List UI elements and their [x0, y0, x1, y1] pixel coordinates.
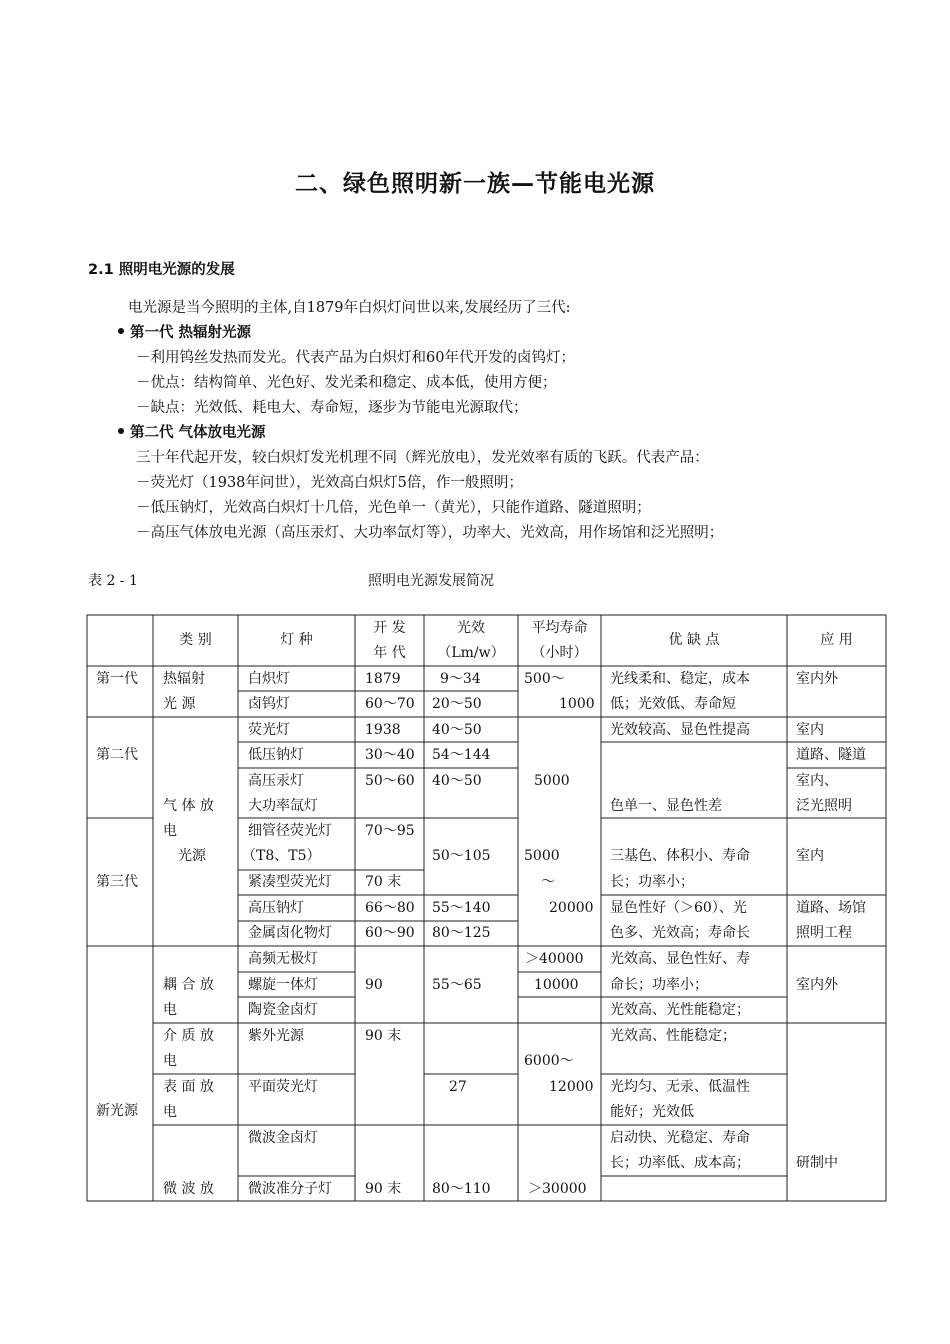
header-lamp: 灯 种 [280, 632, 313, 648]
table-cell: 新光源 [96, 1103, 138, 1119]
header-dev-year: 年 代 [373, 645, 406, 661]
table-cell: 细管径荧光灯 [248, 823, 332, 839]
header-category: 类 别 [179, 632, 212, 648]
table-cell: 高压钠灯 [248, 900, 304, 916]
table-cell: 电 [163, 1053, 177, 1069]
table-cell: 54～144 [432, 747, 491, 763]
table-cell: 陶瓷金卤灯 [248, 1002, 318, 1018]
table-cell: 光效高、光性能稳定； [610, 1002, 750, 1018]
table-cell: 气 体 放 [163, 798, 214, 814]
table-cell: 微波准分子灯 [248, 1181, 332, 1197]
table-cell: 1938 [365, 722, 401, 738]
table-cell: 70 末 [365, 874, 402, 890]
table-cell: 电 [163, 1002, 177, 1018]
table-cell: 90 末 [365, 1028, 402, 1044]
table-cell: 55～140 [432, 900, 491, 916]
table-cell: 命长；功率小； [610, 977, 708, 993]
table-cell: 白炽灯 [248, 671, 290, 687]
table-cell: 长；功率低、成本高； [610, 1155, 750, 1171]
table-cell: 微波金卤灯 [248, 1130, 318, 1146]
header-life: （小时） [531, 645, 588, 661]
table-cell: 螺旋一体灯 [248, 977, 318, 993]
table-cell: 5000 [524, 848, 560, 864]
table-cell: 40～50 [432, 773, 482, 789]
intro-paragraph: 电光源是当今照明的主体,自1879年白炽灯问世以来,发展经历了三代: [128, 300, 571, 316]
table-cell: 耦 合 放 [163, 977, 214, 993]
table-cell: 照明工程 [796, 925, 852, 941]
table-cell: 表 面 放 [163, 1079, 214, 1095]
table-cell: 微 波 放 [163, 1181, 214, 1197]
table-cell: 1879 [365, 671, 401, 687]
table-cell: 20000 [549, 900, 594, 916]
header-pros-cons: 优 缺 点 [668, 632, 720, 648]
header-dev-year: 开 发 [373, 620, 406, 636]
table-cell: 66～80 [365, 900, 415, 916]
table-cell: 90 [365, 977, 383, 993]
table-cell: 40～50 [432, 722, 482, 738]
table-cell: ＞30000 [528, 1181, 587, 1197]
table-cell: 55～65 [432, 977, 482, 993]
table-cell: 50～105 [432, 848, 491, 864]
table-cell: 9～34 [440, 671, 481, 687]
table-cell: 第三代 [96, 874, 138, 890]
table-cell: 90 末 [365, 1181, 402, 1197]
table-cell: 27 [449, 1079, 467, 1095]
table-cell: 室内、 [796, 773, 838, 789]
table-cell: 光线柔和、稳定，成本 [610, 671, 750, 687]
table-cell: 启动快、光稳定、寿命 [610, 1130, 750, 1146]
table-cell: 光 源 [163, 696, 196, 712]
table-cell: 500～ [524, 671, 565, 687]
table-cell: 道路、场馆 [796, 900, 866, 916]
table-cell: 卤钨灯 [248, 696, 290, 712]
table-cell: 1000 [559, 696, 595, 712]
gen1-heading-text: 第一代 热辐射光源 [130, 325, 252, 341]
table-cell: 50～60 [365, 773, 415, 789]
table-cell: 12000 [549, 1079, 594, 1095]
table-cell: 80～110 [432, 1181, 491, 1197]
page-title: 二、绿色照明新一族—节能电光源 [295, 171, 655, 197]
table-cell: 30～40 [365, 747, 415, 763]
table-cell: 高压汞灯 [248, 773, 304, 789]
table-cell: 金属卤化物灯 [248, 925, 332, 941]
table-cell: ～ [541, 874, 555, 890]
table-title: 照明电光源发展简况 [368, 573, 494, 589]
gen1-line: －缺点：光效低、耗电大、寿命短，逐步为节能电光源取代； [136, 400, 528, 416]
table-cell: 色多、光效高；寿命长 [610, 925, 750, 941]
table-cell: 第一代 [96, 671, 138, 687]
table-cell: 紫外光源 [248, 1028, 304, 1044]
table-cell: ＞40000 [525, 951, 584, 967]
table-cell: 10000 [534, 977, 579, 993]
table-cell: 低压钠灯 [248, 747, 304, 763]
table-cell: 光效较高、显色性提高 [610, 722, 750, 738]
table-cell: 光效高、显色性好、寿 [610, 951, 750, 967]
table-cell: 低；光效低、寿命短 [610, 696, 736, 712]
table-cell: 室内外 [796, 671, 838, 687]
table-cell: 室内外 [796, 977, 838, 993]
table-cell: 研制中 [796, 1155, 838, 1171]
header-efficacy: 光效 [457, 620, 485, 636]
table-cell: 光效高、性能稳定； [610, 1028, 736, 1044]
table-cell: 热辐射 [163, 671, 205, 687]
header-life: 平均寿命 [531, 620, 588, 636]
table-cell: 6000～ [524, 1053, 574, 1069]
table-cell: 室内 [796, 722, 824, 738]
table-cell: 平面荧光灯 [248, 1079, 318, 1095]
table-cell: 电 [163, 823, 177, 839]
table-cell: 80～125 [432, 925, 491, 941]
table-cell: 大功率氙灯 [248, 798, 318, 814]
header-application: 应 用 [820, 632, 853, 648]
gen2-heading-text: 第二代 气体放电光源 [130, 425, 266, 441]
header-efficacy: （Lm/w） [437, 645, 505, 661]
gen1-line: －利用钨丝发热而发光。代表产品为白炽灯和60年代开发的卤钨灯； [136, 350, 575, 366]
table-cell: 光均匀、无汞、低温性 [610, 1079, 750, 1095]
gen1-line: －优点：结构简单、光色好、发光柔和稳定、成本低，使用方便； [136, 375, 557, 391]
table-cell: 20～50 [432, 696, 482, 712]
table-cell: 室内 [796, 848, 824, 864]
table-cell: 70～95 [365, 823, 415, 839]
gen2-line: －高压气体放电光源（高压汞灯、大功率氙灯等），功率大、光效高，用作场馆和泛光照明； [136, 525, 724, 541]
table-cell: 60～90 [365, 925, 415, 941]
table-cell: 5000 [534, 773, 570, 789]
table-cell: 色单一、显色性差 [610, 798, 722, 814]
table-cell: 荧光灯 [248, 722, 290, 738]
table-cell: 道路、隧道 [796, 747, 866, 763]
table-cell: （T8、T5） [242, 848, 321, 864]
gen2-line: －荧光灯（1938年问世），光效高白炽灯5倍，作一般照明； [136, 475, 523, 491]
table-cell: 紧凑型荧光灯 [248, 874, 332, 890]
table-cell: 第二代 [96, 747, 138, 763]
table-cell: 电 [163, 1104, 177, 1120]
section-heading: 2.1 照明电光源的发展 [88, 262, 235, 278]
table-label: 表 2 - 1 [88, 573, 138, 589]
table-cell: 三基色、体积小、寿命 [610, 848, 750, 864]
table-cell: 长；功率小； [610, 874, 694, 890]
table-cell: 泛光照明 [796, 798, 852, 814]
table-cell: 能好；光效低 [610, 1104, 694, 1120]
gen2-line: －低压钠灯，光效高白炽灯十几倍，光色单一（黄光），只能作道路、隧道照明； [136, 500, 651, 516]
gen2-line: 三十年代起开发，较白炽灯发光机理不同（辉光放电），发光效率有质的飞跃。代表产品： [136, 450, 709, 466]
table-cell: 显色性好（＞60）、光 [610, 900, 747, 916]
table-cell: 高频无极灯 [248, 951, 318, 967]
table-cell: 介 质 放 [163, 1028, 214, 1044]
table-cell: 60～70 [365, 696, 415, 712]
table-cell: 光源 [178, 848, 206, 864]
